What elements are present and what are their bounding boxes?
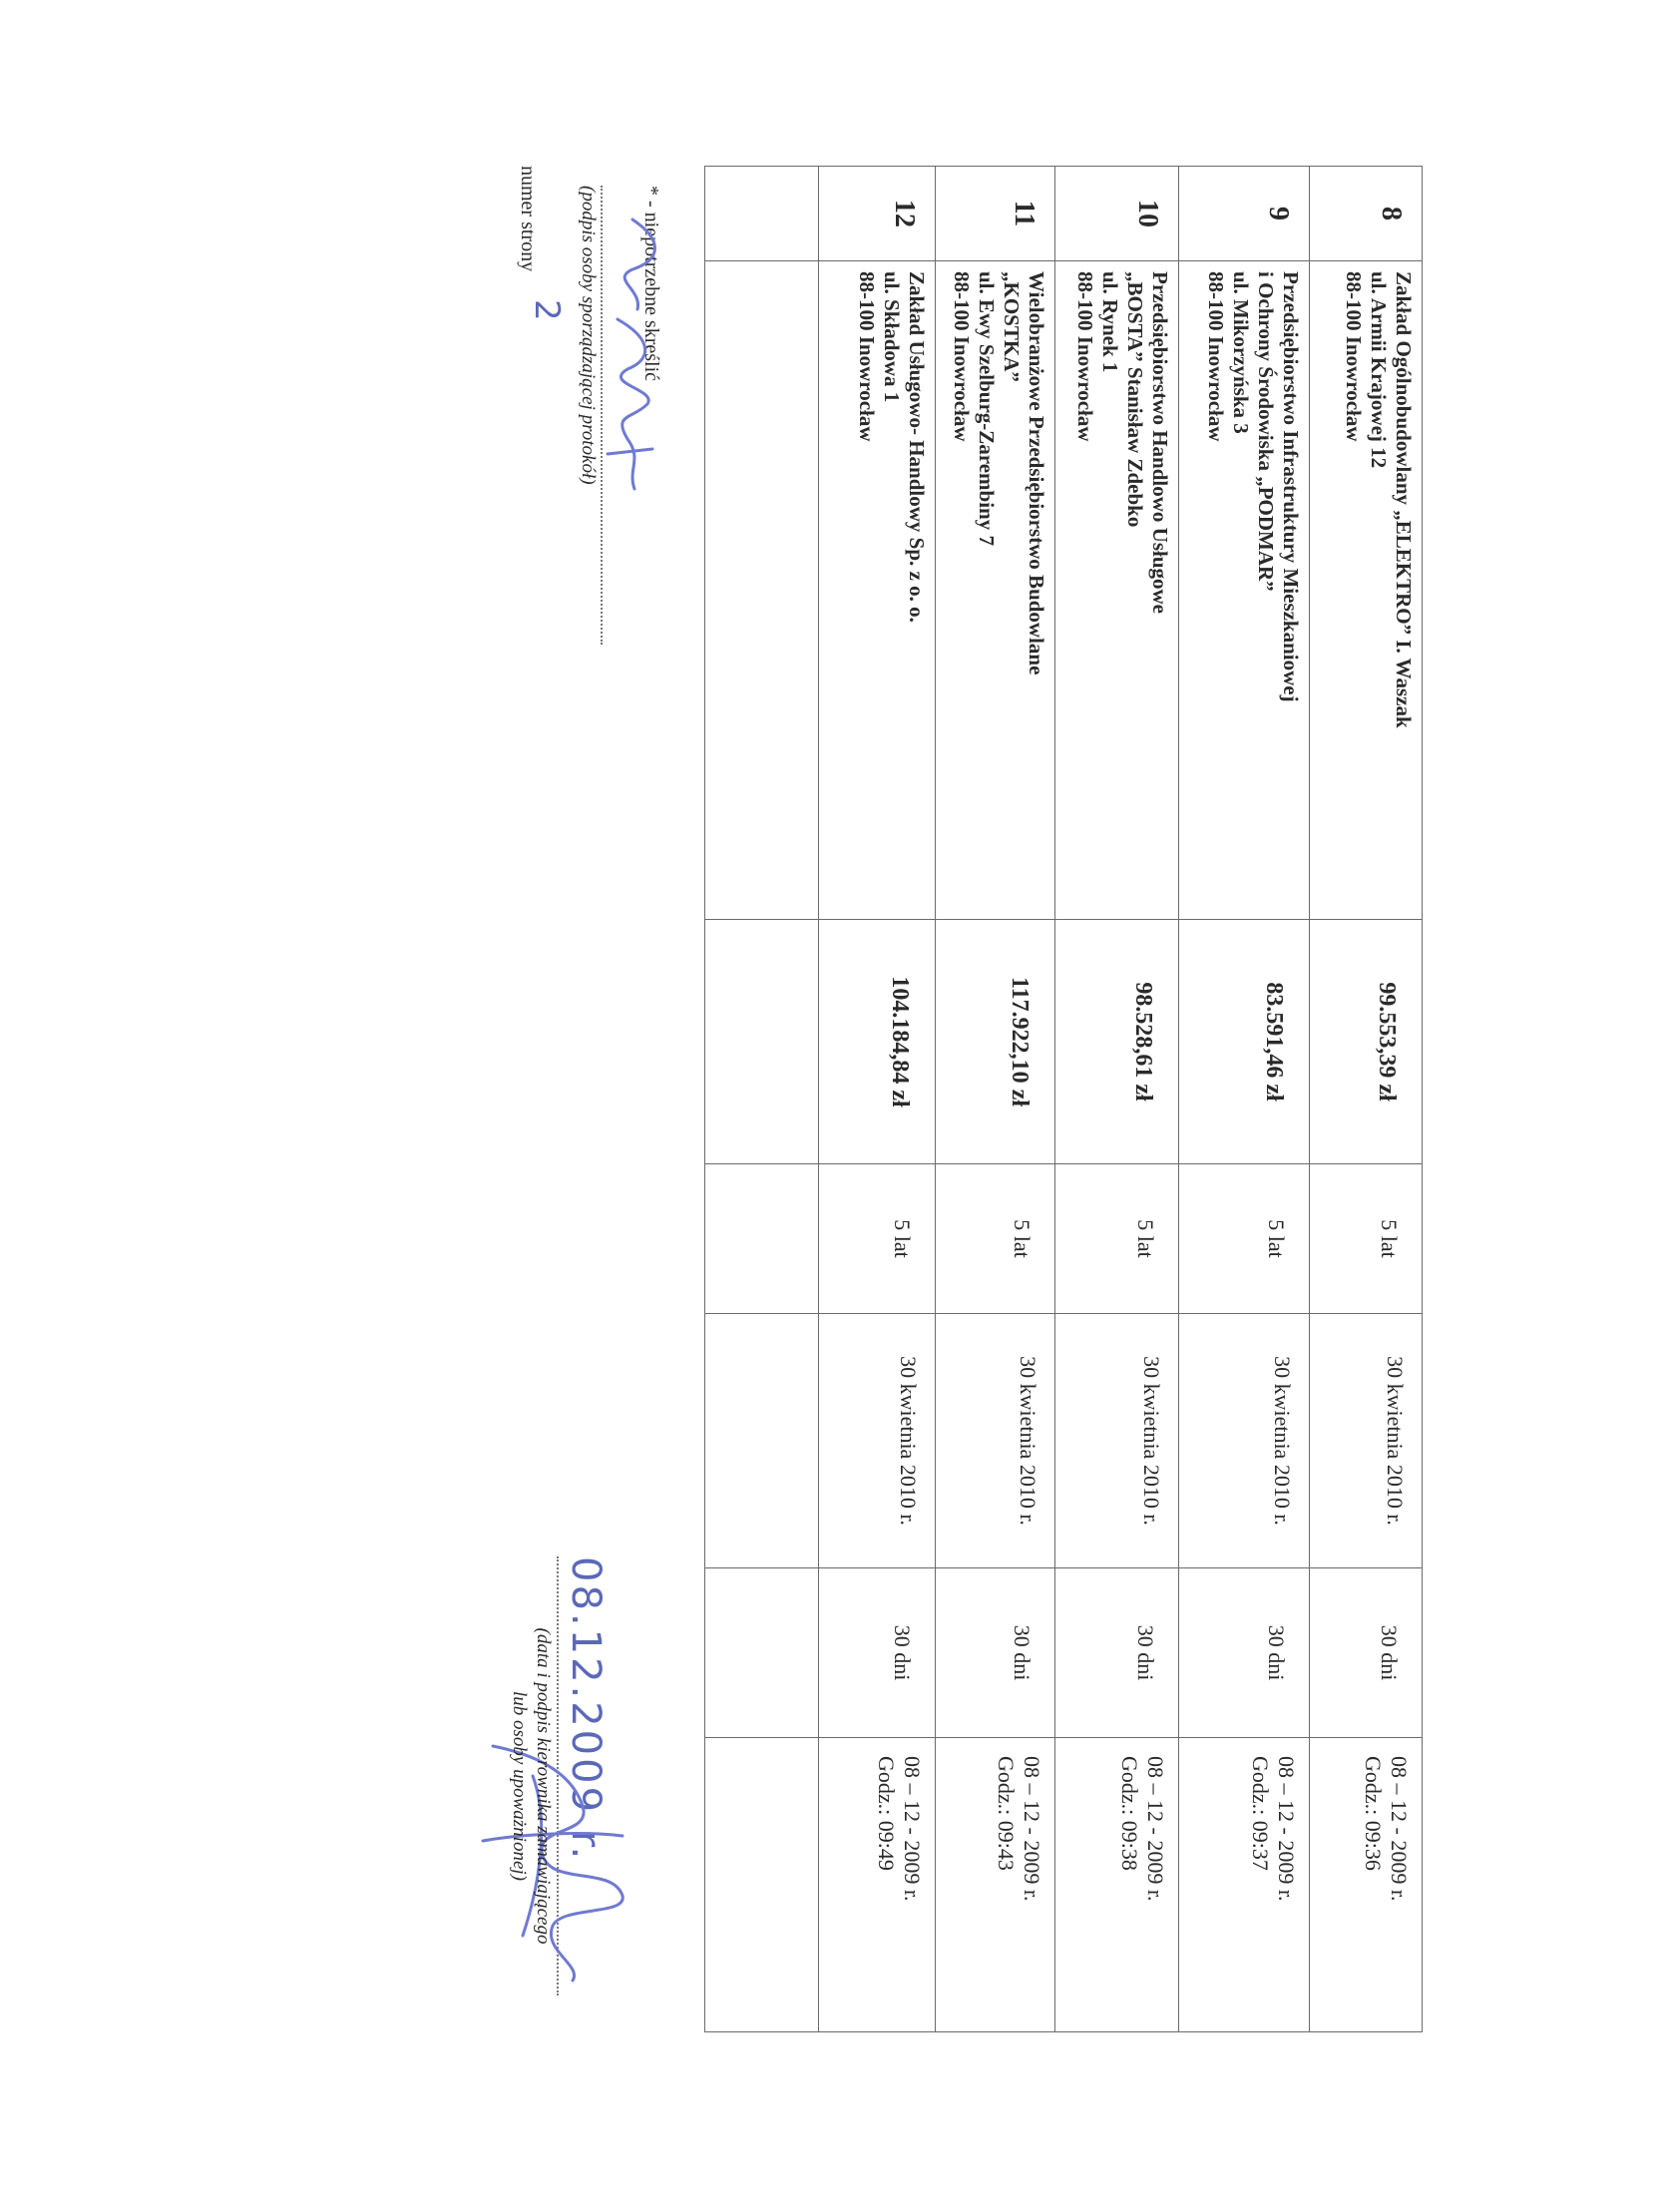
row-number: 10 [1055, 167, 1179, 261]
contractor-line: Wielobranżowe Przedsiębiorstwo Budowlane [1025, 271, 1048, 675]
contractor-line: ul. Mikorzyńska 3 [1229, 271, 1253, 434]
contractor-line: Przedsiębiorstwo Handlowo Usługowe [1148, 271, 1172, 614]
completion-date: 30 kwietnia 2010 r. [936, 1314, 1055, 1568]
approval-caption [507, 1537, 555, 2035]
contractor-name [819, 261, 936, 920]
offers-table [704, 166, 1423, 2032]
received-date: 08 – 12 - 2009 r. [900, 1756, 925, 1902]
approval-caption-line: (data i podpis kierownika zamawiającego [533, 1627, 554, 1945]
warranty-period: 5 lat [819, 1164, 936, 1314]
footnote: * - niepotrzebne skreślić [640, 186, 662, 382]
offer-price: 98.528,61 zł [1055, 920, 1179, 1164]
table-row [1055, 167, 1179, 2032]
received-time: Godz.: 09:43 [994, 1756, 1019, 1871]
empty-cell [705, 1164, 819, 1314]
empty-cell [705, 1568, 819, 1738]
completion-date: 30 kwietnia 2010 r. [1310, 1314, 1423, 1568]
contractor-line: ul. Rynek 1 [1098, 271, 1122, 373]
received-datetime [1055, 1738, 1179, 2032]
page-number-label: numer strony [517, 166, 539, 272]
row-number: 12 [819, 167, 936, 261]
payment-terms: 30 dni [819, 1568, 936, 1738]
received-date: 08 – 12 - 2009 r. [1143, 1756, 1168, 1902]
empty-cell [705, 920, 819, 1164]
received-time: Godz.: 09:38 [1117, 1756, 1142, 1871]
received-date: 08 – 12 - 2009 r. [1387, 1756, 1412, 1902]
table-row [936, 167, 1055, 2032]
received-datetime [819, 1738, 936, 2032]
received-date: 08 – 12 - 2009 r. [1020, 1756, 1044, 1902]
contractor-line: 88-100 Inowrocław [1204, 271, 1228, 442]
contractor-line: 88-100 Inowrocław [855, 271, 879, 442]
contractor-line: „KOSTKA” [1000, 271, 1024, 382]
table-row-empty [705, 167, 819, 2032]
empty-cell [705, 261, 819, 920]
completion-date: 30 kwietnia 2010 r. [1055, 1314, 1179, 1568]
received-time: Godz.: 09:36 [1361, 1756, 1386, 1871]
empty-cell [705, 167, 819, 261]
received-date: 08 – 12 - 2009 r. [1274, 1756, 1299, 1902]
empty-cell [705, 1314, 819, 1568]
signature-caption: (podpis osoby sporządzającej protokół) [578, 186, 599, 485]
contractor-line: „BOSTA” Stanisław Zdebko [1123, 271, 1147, 528]
offer-price: 99.553,39 zł [1310, 920, 1423, 1164]
contractor-line: i Ochrony Środowiska „PODMAR” [1254, 271, 1278, 592]
payment-terms: 30 dni [1310, 1568, 1423, 1738]
contractor-name [936, 261, 1055, 920]
offer-price: 117.922,10 zł [936, 920, 1055, 1164]
author-signature-icon [593, 200, 672, 539]
table-row [1310, 167, 1423, 2032]
received-datetime [1179, 1738, 1310, 2032]
contractor-line: 88-100 Inowrocław [950, 271, 974, 442]
table-row [819, 167, 936, 2032]
warranty-period: 5 lat [936, 1164, 1055, 1314]
approval-caption-line: lub osoby upoważnionej) [509, 1691, 530, 1881]
row-number: 11 [936, 167, 1055, 261]
row-number: 9 [1179, 167, 1310, 261]
contractor-line: 88-100 Inowrocław [1342, 271, 1366, 442]
contractor-line: ul. Armii Krajowej 12 [1367, 271, 1391, 469]
empty-cell [705, 1738, 819, 2032]
contractor-name [1310, 261, 1423, 920]
warranty-period: 5 lat [1179, 1164, 1310, 1314]
row-number: 8 [1310, 167, 1423, 261]
received-datetime [1310, 1738, 1423, 2032]
contractor-name [1179, 261, 1310, 920]
handwritten-date: 08.12.2009 r. [563, 1556, 609, 1863]
manager-signature-icon [473, 1716, 642, 1995]
contractor-line: Zakład Usługowo- Handlowy Sp. z o. o. [905, 271, 929, 623]
received-time: Godz.: 09:49 [874, 1756, 899, 1871]
received-time: Godz.: 09:37 [1248, 1756, 1273, 1871]
contractor-line: ul. Ewy Szelburg-Zarembiny 7 [975, 271, 999, 546]
payment-terms: 30 dni [1055, 1568, 1179, 1738]
warranty-period: 5 lat [1310, 1164, 1423, 1314]
contractor-line: ul. Składowa 1 [880, 271, 904, 403]
payment-terms: 30 dni [936, 1568, 1055, 1738]
contractor-line: Przedsiębiorstwo Infrastruktury Mieszkaniowej [1279, 271, 1303, 702]
warranty-period: 5 lat [1055, 1164, 1179, 1314]
table-row [1179, 167, 1310, 2032]
contractor-line: Zakład Ogólnobudowlany „ELEKTRO” I. Waszak [1392, 271, 1416, 728]
page-number: 2 [527, 299, 567, 321]
completion-date: 30 kwietnia 2010 r. [819, 1314, 936, 1568]
contractor-line: 88-100 Inowrocław [1073, 271, 1097, 442]
payment-terms: 30 dni [1179, 1568, 1310, 1738]
completion-date: 30 kwietnia 2010 r. [1179, 1314, 1310, 1568]
offer-price: 83.591,46 zł [1179, 920, 1310, 1164]
contractor-name [1055, 261, 1179, 920]
offer-price: 104.184,84 zł [819, 920, 936, 1164]
received-datetime [936, 1738, 1055, 2032]
